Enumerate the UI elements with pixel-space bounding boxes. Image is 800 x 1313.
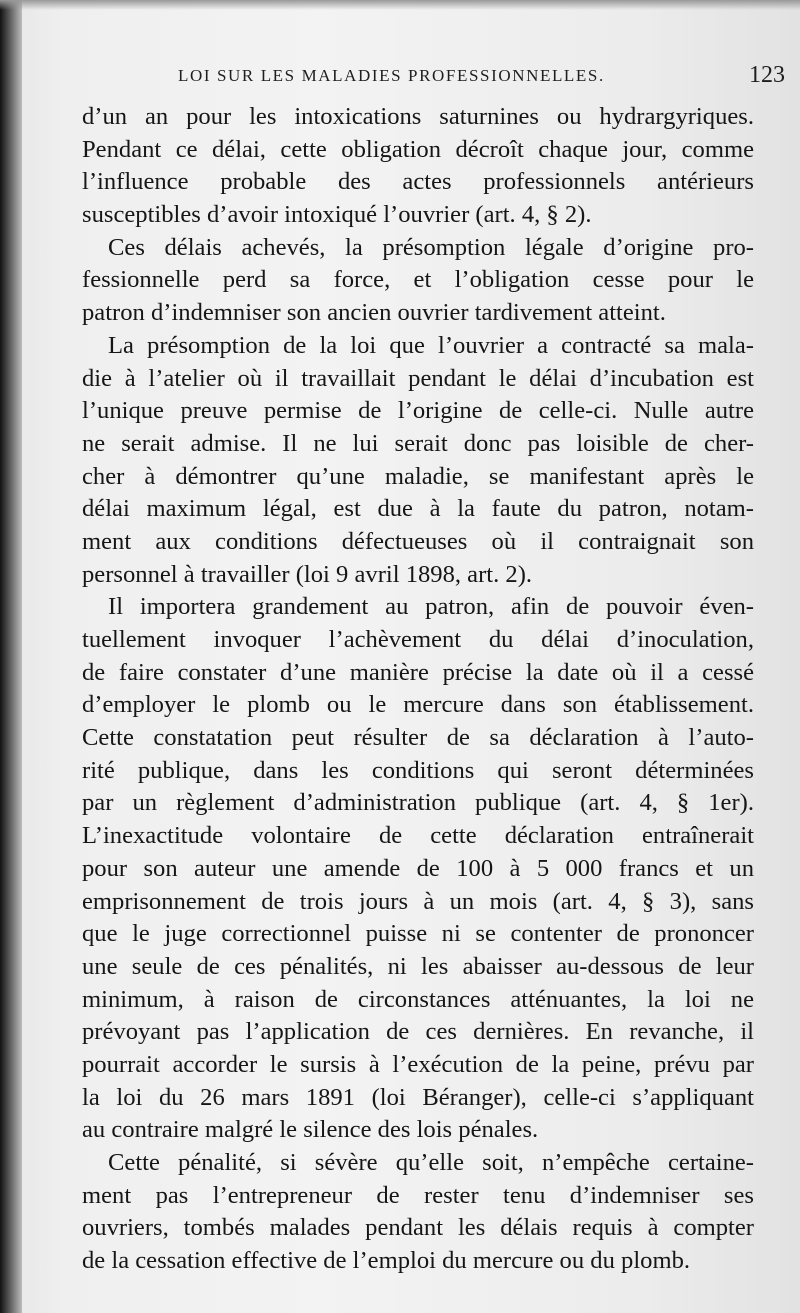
text-line: susceptibles d’avoir intoxiqué l’ouvrier (art. 4, § 2). — [82, 201, 592, 229]
text-line: cher à démontrer qu’une maladie, se manifestant après le — [82, 462, 754, 490]
running-title: LOI SUR LES MALADIES PROFESSIONNELLES. — [178, 66, 605, 85]
text-line: tuellement invoquer l’achèvement du délai d’inoculation, — [82, 626, 754, 653]
text-line: ment pas l’entrepreneur de rester tenu d’indemniser ses — [82, 1181, 754, 1209]
top-edge-shadow — [0, 0, 800, 10]
text-line: Cette constatation peut résulter de sa déclaration à l’auto- — [82, 724, 754, 752]
page-header — [150, 62, 790, 92]
text-line: prévoyant pas l’application de ces dernières. En revanche, il — [82, 1018, 754, 1046]
text-line: L’inexactitude volontaire de cette déclaration entraînerait — [82, 822, 754, 850]
text-line: ne serait admise. Il ne lui serait donc pas loisible de cher- — [82, 429, 754, 457]
text-line: de faire constater d’une manière précise la date où il a cessé — [82, 658, 754, 686]
paragraph-first-line: Cette pénalité, si sévère qu’elle soit, n’empêche certaine- — [108, 1149, 754, 1176]
body-text — [82, 101, 754, 1278]
paragraph-first-line: Il importera grandement au patron, afin de pouvoir éven- — [108, 593, 754, 621]
text-line: l’influence probable des actes professionnels antérieurs — [82, 168, 754, 196]
text-line: délai maximum légal, est due à la faute du patron, notam- — [82, 495, 754, 523]
text-line: patron d’indemniser son ancien ouvrier tardivement atteint. — [82, 299, 666, 327]
text-line: ment aux conditions défectueuses où il contraignait son — [82, 527, 754, 555]
binding-shadow — [0, 0, 22, 1313]
text-line: Pendant ce délai, cette obligation décroît chaque jour, comme — [82, 135, 754, 163]
text-line: l’unique preuve permise de l’origine de celle-ci. Nulle autre — [82, 397, 754, 425]
text-line: d’employer le plomb ou le mercure dans son établissement. — [82, 691, 754, 719]
paragraph-first-line: La présomption de la loi que l’ouvrier a contracté sa mala- — [108, 331, 754, 359]
text-line: la loi du 26 mars 1891 (loi Béranger), celle-ci s’appliquant — [82, 1083, 754, 1111]
text-line: minimum, à raison de circonstances atténuantes, la loi ne — [82, 985, 754, 1013]
paragraph-first-line: Ces délais achevés, la présomption légale d’origine pro- — [108, 233, 754, 261]
text-line: rité publique, dans les conditions qui seront déterminées — [82, 756, 754, 784]
text-line: ouvriers, tombés malades pendant les délais requis à compter — [82, 1214, 754, 1242]
text-line: de la cessation effective de l’emploi du mercure ou du plomb. — [82, 1247, 691, 1275]
text-line: que le juge correctionnel puisse ni se contenter de prononcer — [82, 920, 754, 948]
text-line: die à l’atelier où il travaillait pendant le délai d’incubation est — [82, 364, 754, 392]
page-number: 123 — [749, 62, 785, 88]
text-line: emprisonnement de trois jours à un mois (art. 4, § 3), sans — [82, 887, 754, 915]
text-line: par un règlement d’administration publique (art. 4, § 1er). — [82, 789, 754, 817]
text-line: pourrait accorder le sursis à l’exécution de la peine, prévu par — [82, 1050, 754, 1078]
text-line: pour son auteur une amende de 100 à 5 000 francs et un — [82, 854, 754, 882]
text-line: fessionnelle perd sa force, et l’obligation cesse pour le — [82, 266, 754, 294]
text-line: d’un an pour les intoxications saturnines ou hydrargyriques. — [82, 103, 754, 130]
text-line: une seule de ces pénalités, ni les abaisser au-dessous de leur — [82, 952, 754, 980]
text-line: au contraire malgré le silence des lois pénales. — [82, 1116, 539, 1144]
text-line: personnel à travailler (loi 9 avril 1898, art. 2). — [82, 560, 533, 588]
